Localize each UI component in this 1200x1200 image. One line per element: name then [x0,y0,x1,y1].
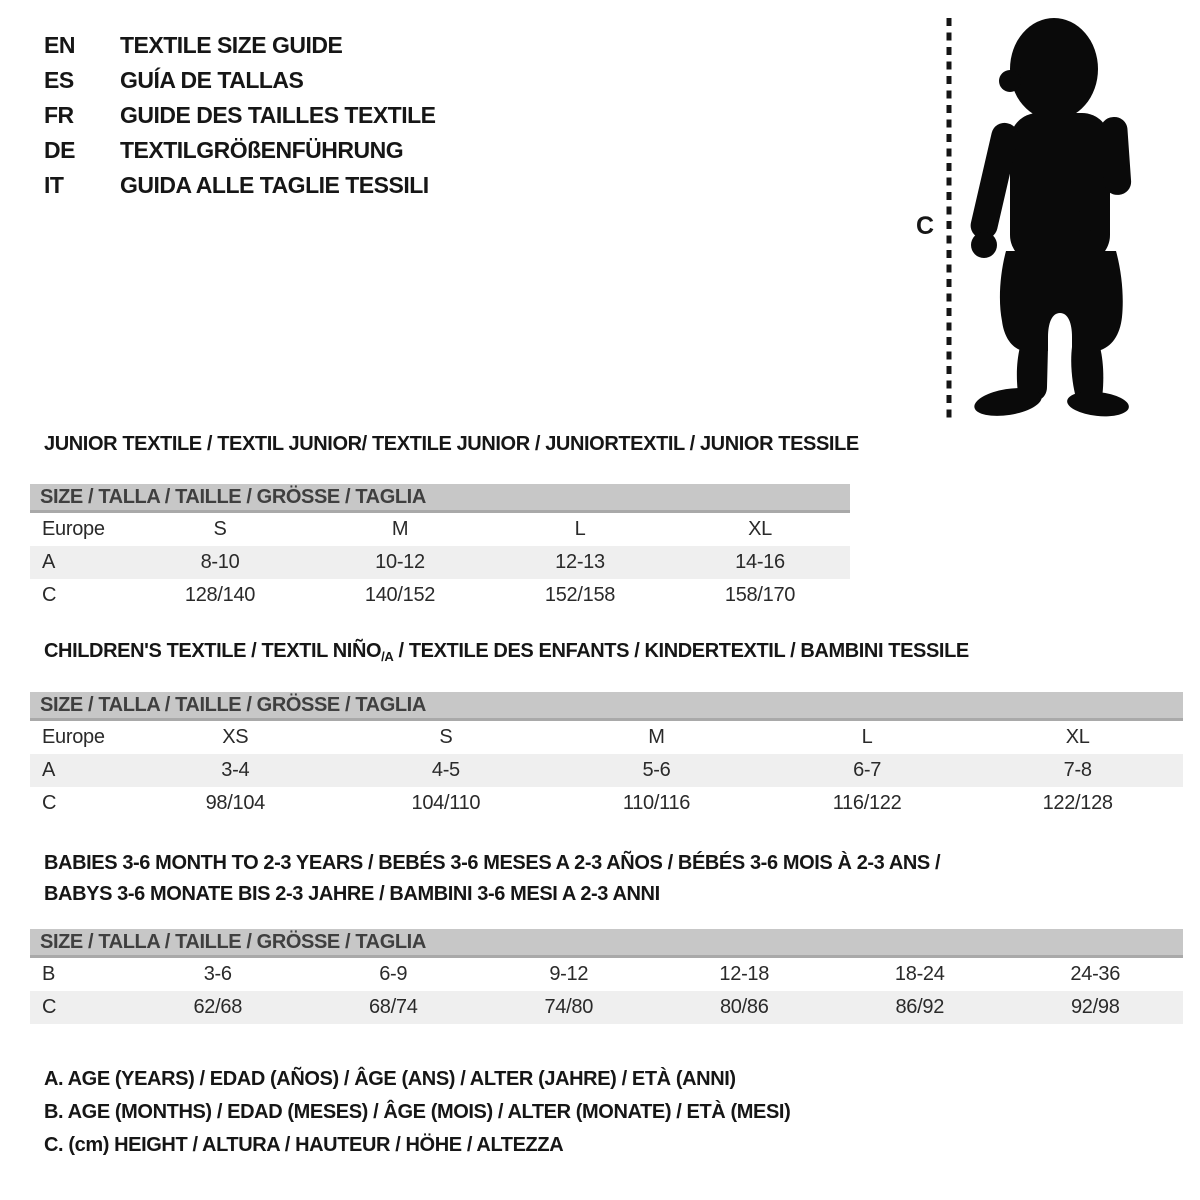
height-cell: 98/104 [205,792,265,814]
table-row-height [30,991,1183,1024]
height-cell: 152/158 [544,584,616,606]
children-title-suffix: / TEXTILE DES ENFANTS / KINDERTEXTIL / BAMBINI TESSILE [393,640,969,662]
age-cell: 5-6 [642,759,671,781]
age-cell: 10-12 [375,551,425,573]
age-cell: 7-8 [1063,759,1092,781]
size-cell: XS [222,726,249,748]
row-label: A [42,551,56,573]
dotted-height-line [945,18,953,420]
height-cell: 116/122 [832,792,902,814]
babies-section-title [44,848,940,910]
toddler-silhouette-icon [964,15,1140,419]
language-title: GUÍA DE TALLAS [120,67,304,93]
height-cell: 74/80 [544,996,594,1018]
size-cell: L [861,726,873,748]
size-cell: XL [1065,726,1090,748]
age-cell: 9-12 [549,963,589,985]
language-row-it [44,168,436,203]
language-title: GUIDA ALLE TAGLIE TESSILI [120,172,429,198]
language-code: EN [44,32,75,58]
row-label: C [42,996,57,1018]
age-cell: 18-24 [894,963,945,985]
row-label: A [42,759,56,781]
legend-line-b: B. AGE (MONTHS) / EDAD (MESES) / ÂGE (MOIS) / ALTER (MONATE) / ETÀ (MESI) [44,1101,791,1123]
height-cell: 92/98 [1070,996,1120,1018]
language-title: TEXTILE SIZE GUIDE [120,32,343,58]
table-row-europe [30,721,1183,754]
age-cell: 3-4 [221,759,250,781]
height-cell: 80/86 [719,996,769,1018]
junior-table-header-bar: SIZE / TALLA / TAILLE / GRÖSSE / TAGLIA [30,484,850,513]
language-row-fr [44,98,436,133]
table-row-height [30,787,1183,820]
babies-size-table [30,929,1183,1024]
row-label: C [42,584,57,606]
row-label: Europe [42,518,105,540]
height-cell: 122/128 [1042,792,1113,814]
babies-title-line2: BABYS 3-6 MONATE BIS 2-3 JAHRE / BAMBINI 3-6 MESI A 2-3 ANNI [44,883,660,905]
age-cell: 3-6 [203,963,232,985]
children-title-prefix: CHILDREN'S TEXTILE / TEXTIL NIÑO [44,640,382,662]
language-row-es [44,63,436,98]
height-cell: 68/74 [368,996,418,1018]
height-cell: 158/170 [724,584,796,606]
babies-title-line1: BABIES 3-6 MONTH TO 2-3 YEARS / BEBÉS 3-6 MESES A 2-3 AÑOS / BÉBÉS 3-6 MOIS À 2-3 ANS / [44,852,941,874]
size-cell: M [391,518,409,540]
table-row-age-months [30,958,1183,991]
junior-size-table [30,484,850,612]
row-label: Europe [42,726,105,748]
age-cell: 12-13 [555,551,605,573]
legend-line-c: C. (cm) HEIGHT / ALTURA / HAUTEUR / HÖHE / ALTEZZA [44,1134,564,1156]
height-cell: 62/68 [193,996,243,1018]
row-label: C [42,792,57,814]
junior-section-title: JUNIOR TEXTILE / TEXTIL JUNIOR/ TEXTILE JUNIOR / JUNIORTEXTIL / JUNIOR TESSILE [44,433,859,455]
table-row-age [30,546,850,579]
language-code: ES [44,67,74,93]
children-section-title [44,640,969,664]
legend-line-a: A. AGE (YEARS) / EDAD (AÑOS) / ÂGE (ANS) / ALTER (JAHRE) / ETÀ (ANNI) [44,1068,736,1090]
table-row-age [30,754,1183,787]
height-cell: 104/110 [411,792,481,814]
children-title-subscript: /A [381,649,394,664]
language-row-en [44,28,436,63]
table-row-europe [30,513,850,546]
size-cell: L [574,518,586,540]
age-cell: 4-5 [431,759,460,781]
children-table-header-bar: SIZE / TALLA / TAILLE / GRÖSSE / TAGLIA [30,692,1183,721]
language-code: DE [44,137,75,163]
measure-legend [44,1068,790,1167]
language-code: IT [44,172,64,198]
height-cell: 140/152 [364,584,436,606]
size-cell: XL [748,518,772,540]
size-cell: M [648,726,665,748]
height-cell: 110/116 [622,792,691,814]
size-cell: S [213,518,227,540]
language-title: GUIDE DES TAILLES TEXTILE [120,102,436,128]
age-cell: 8-10 [200,551,240,573]
height-measure-label: C [916,212,935,240]
size-cell: S [439,726,453,748]
language-list [44,28,436,203]
language-code: FR [44,102,74,128]
height-cell: 86/92 [895,996,945,1018]
age-cell: 12-18 [719,963,770,985]
row-label: B [42,963,56,985]
age-cell: 6-7 [853,759,882,781]
age-cell: 24-36 [1070,963,1121,985]
language-title: TEXTILGRÖßENFÜHRUNG [120,137,404,163]
language-row-de [44,133,436,168]
age-cell: 14-16 [735,551,785,573]
children-size-table [30,692,1183,820]
age-cell: 6-9 [379,963,408,985]
height-cell: 128/140 [184,584,256,606]
table-row-height [30,579,850,612]
babies-table-header-bar: SIZE / TALLA / TAILLE / GRÖSSE / TAGLIA [30,929,1183,958]
